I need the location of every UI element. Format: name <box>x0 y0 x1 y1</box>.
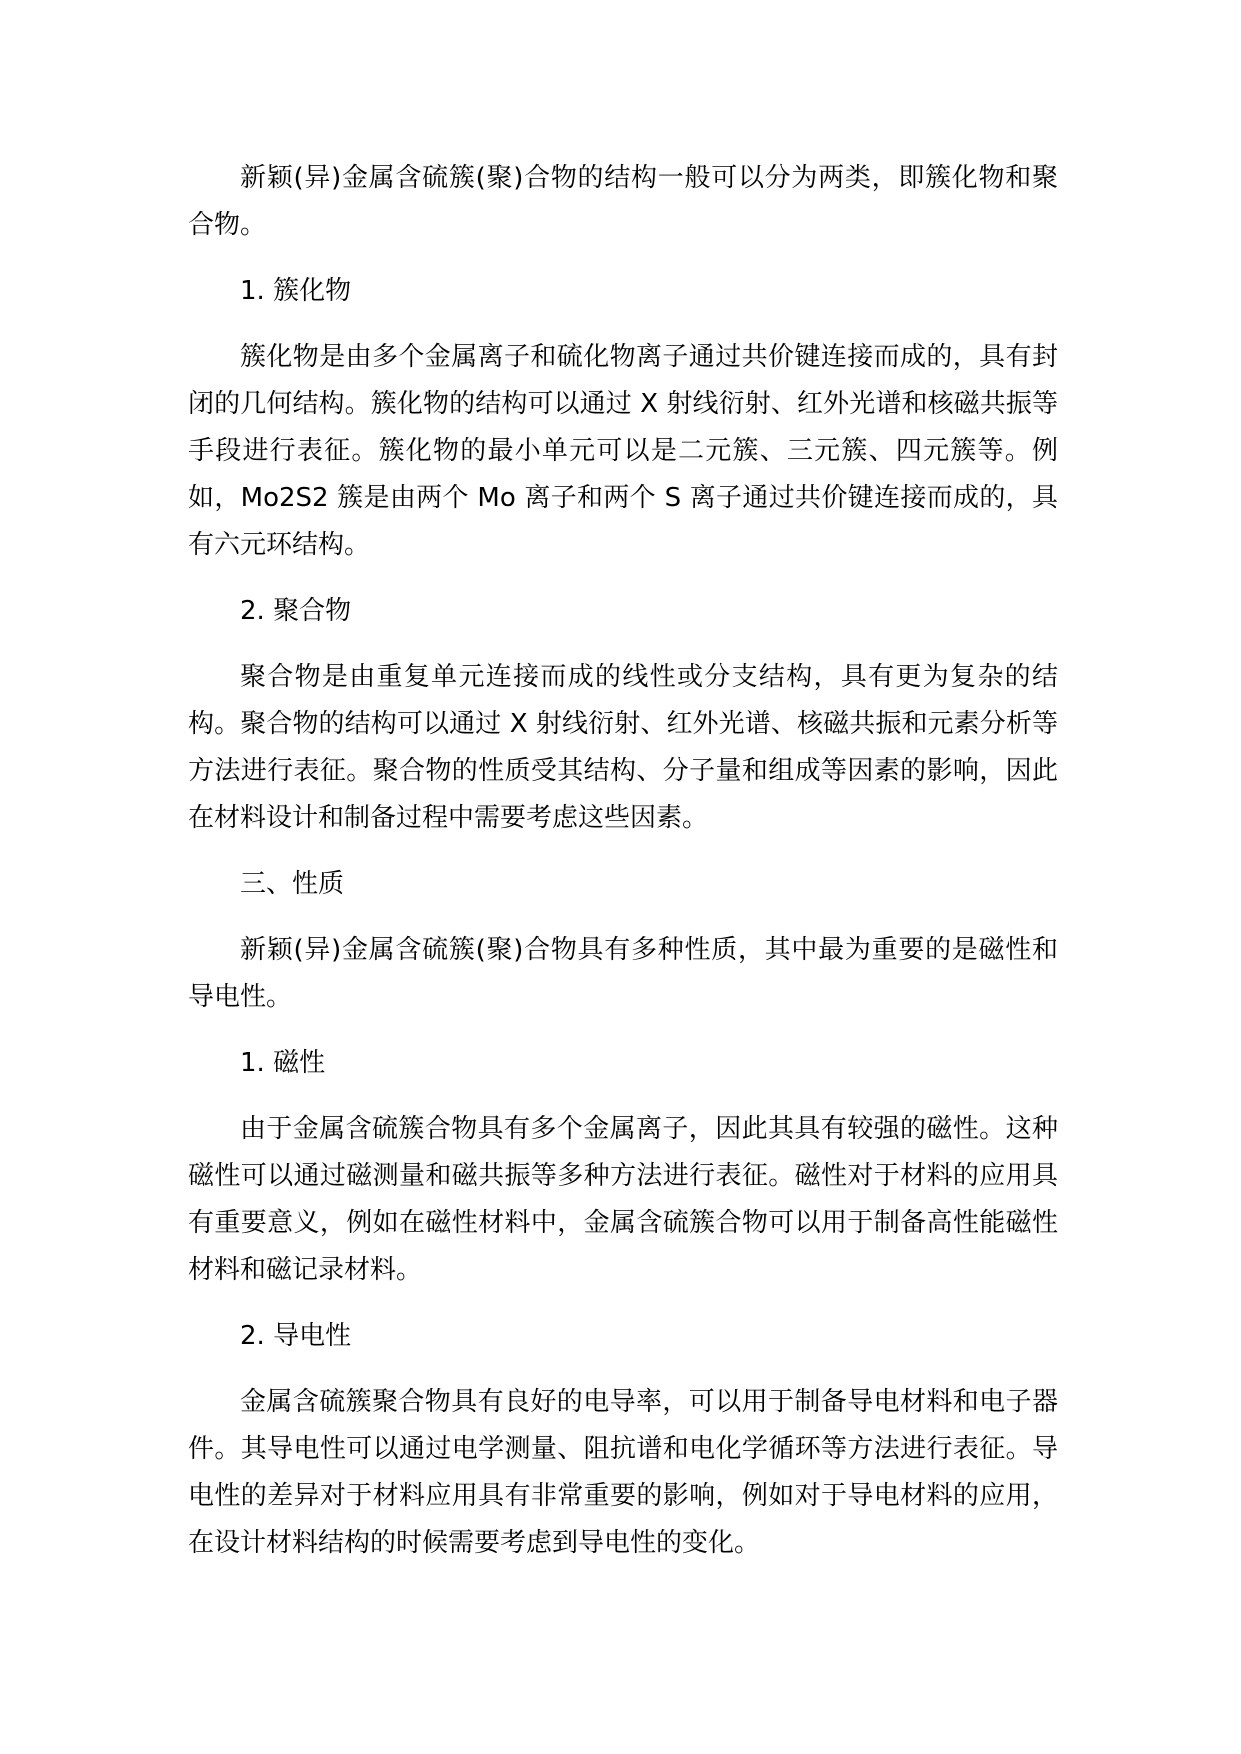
conductivity-paragraph: 金属含硫簇聚合物具有良好的电导率，可以用于制备导电材料和电子器件。其导电性可以通过电学测量、阻抗谱和电化学循环等方法进行表征。导电性的差异对于材料应用具有非常重要的影响，例如对于导电材料的应用，在设计材料结构的时候需要考虑到导电性的变化。 <box>188 1387 1058 1558</box>
intro-paragraph: 新颖(异)金属含硫簇(聚)合物的结构一般可以分为两类，即簇化物和聚合物。 <box>188 163 1058 240</box>
heading-magnetism: 1. 磁性 <box>240 1048 326 1078</box>
polymer-paragraph: 聚合物是由重复单元连接而成的线性或分支结构，具有更为复杂的结构。聚合物的结构可以通过 X 射线衍射、红外光谱、核磁共振和元素分析等方法进行表征。聚合物的性质受其结构、分子量和组成等因素的影响，因此在材料设计和制备过程中需要考虑这些因素。 <box>188 662 1058 833</box>
heading-cluster: 1. 簇化物 <box>240 276 352 306</box>
heading-conductivity: 2. 导电性 <box>240 1321 352 1351</box>
magnetism-paragraph: 由于金属含硫簇合物具有多个金属离子，因此其具有较强的磁性。这种磁性可以通过磁测量和磁共振等多种方法进行表征。磁性对于材料的应用具有重要意义，例如在磁性材料中，金属含硫簇合物可以用于制备高性能磁性材料和磁记录材料。 <box>188 1114 1058 1285</box>
heading-polymer: 2. 聚合物 <box>240 596 352 626</box>
cluster-paragraph: 簇化物是由多个金属离子和硫化物离子通过共价键连接而成的，具有封闭的几何结构。簇化物的结构可以通过 X 射线衍射、红外光谱和核磁共振等手段进行表征。簇化物的最小单元可以是二元簇、三元簇、四元簇等。例如，Mo2S2 簇是由两个 Mo 离子和两个 S 离子通过共价键连接而成的，具有六元环结构。 <box>188 342 1058 560</box>
heading-properties: 三、性质 <box>240 869 345 899</box>
document-body <box>188 155 1058 1586</box>
properties-paragraph: 新颖(异)金属含硫簇(聚)合物具有多种性质，其中最为重要的是磁性和导电性。 <box>188 935 1058 1012</box>
